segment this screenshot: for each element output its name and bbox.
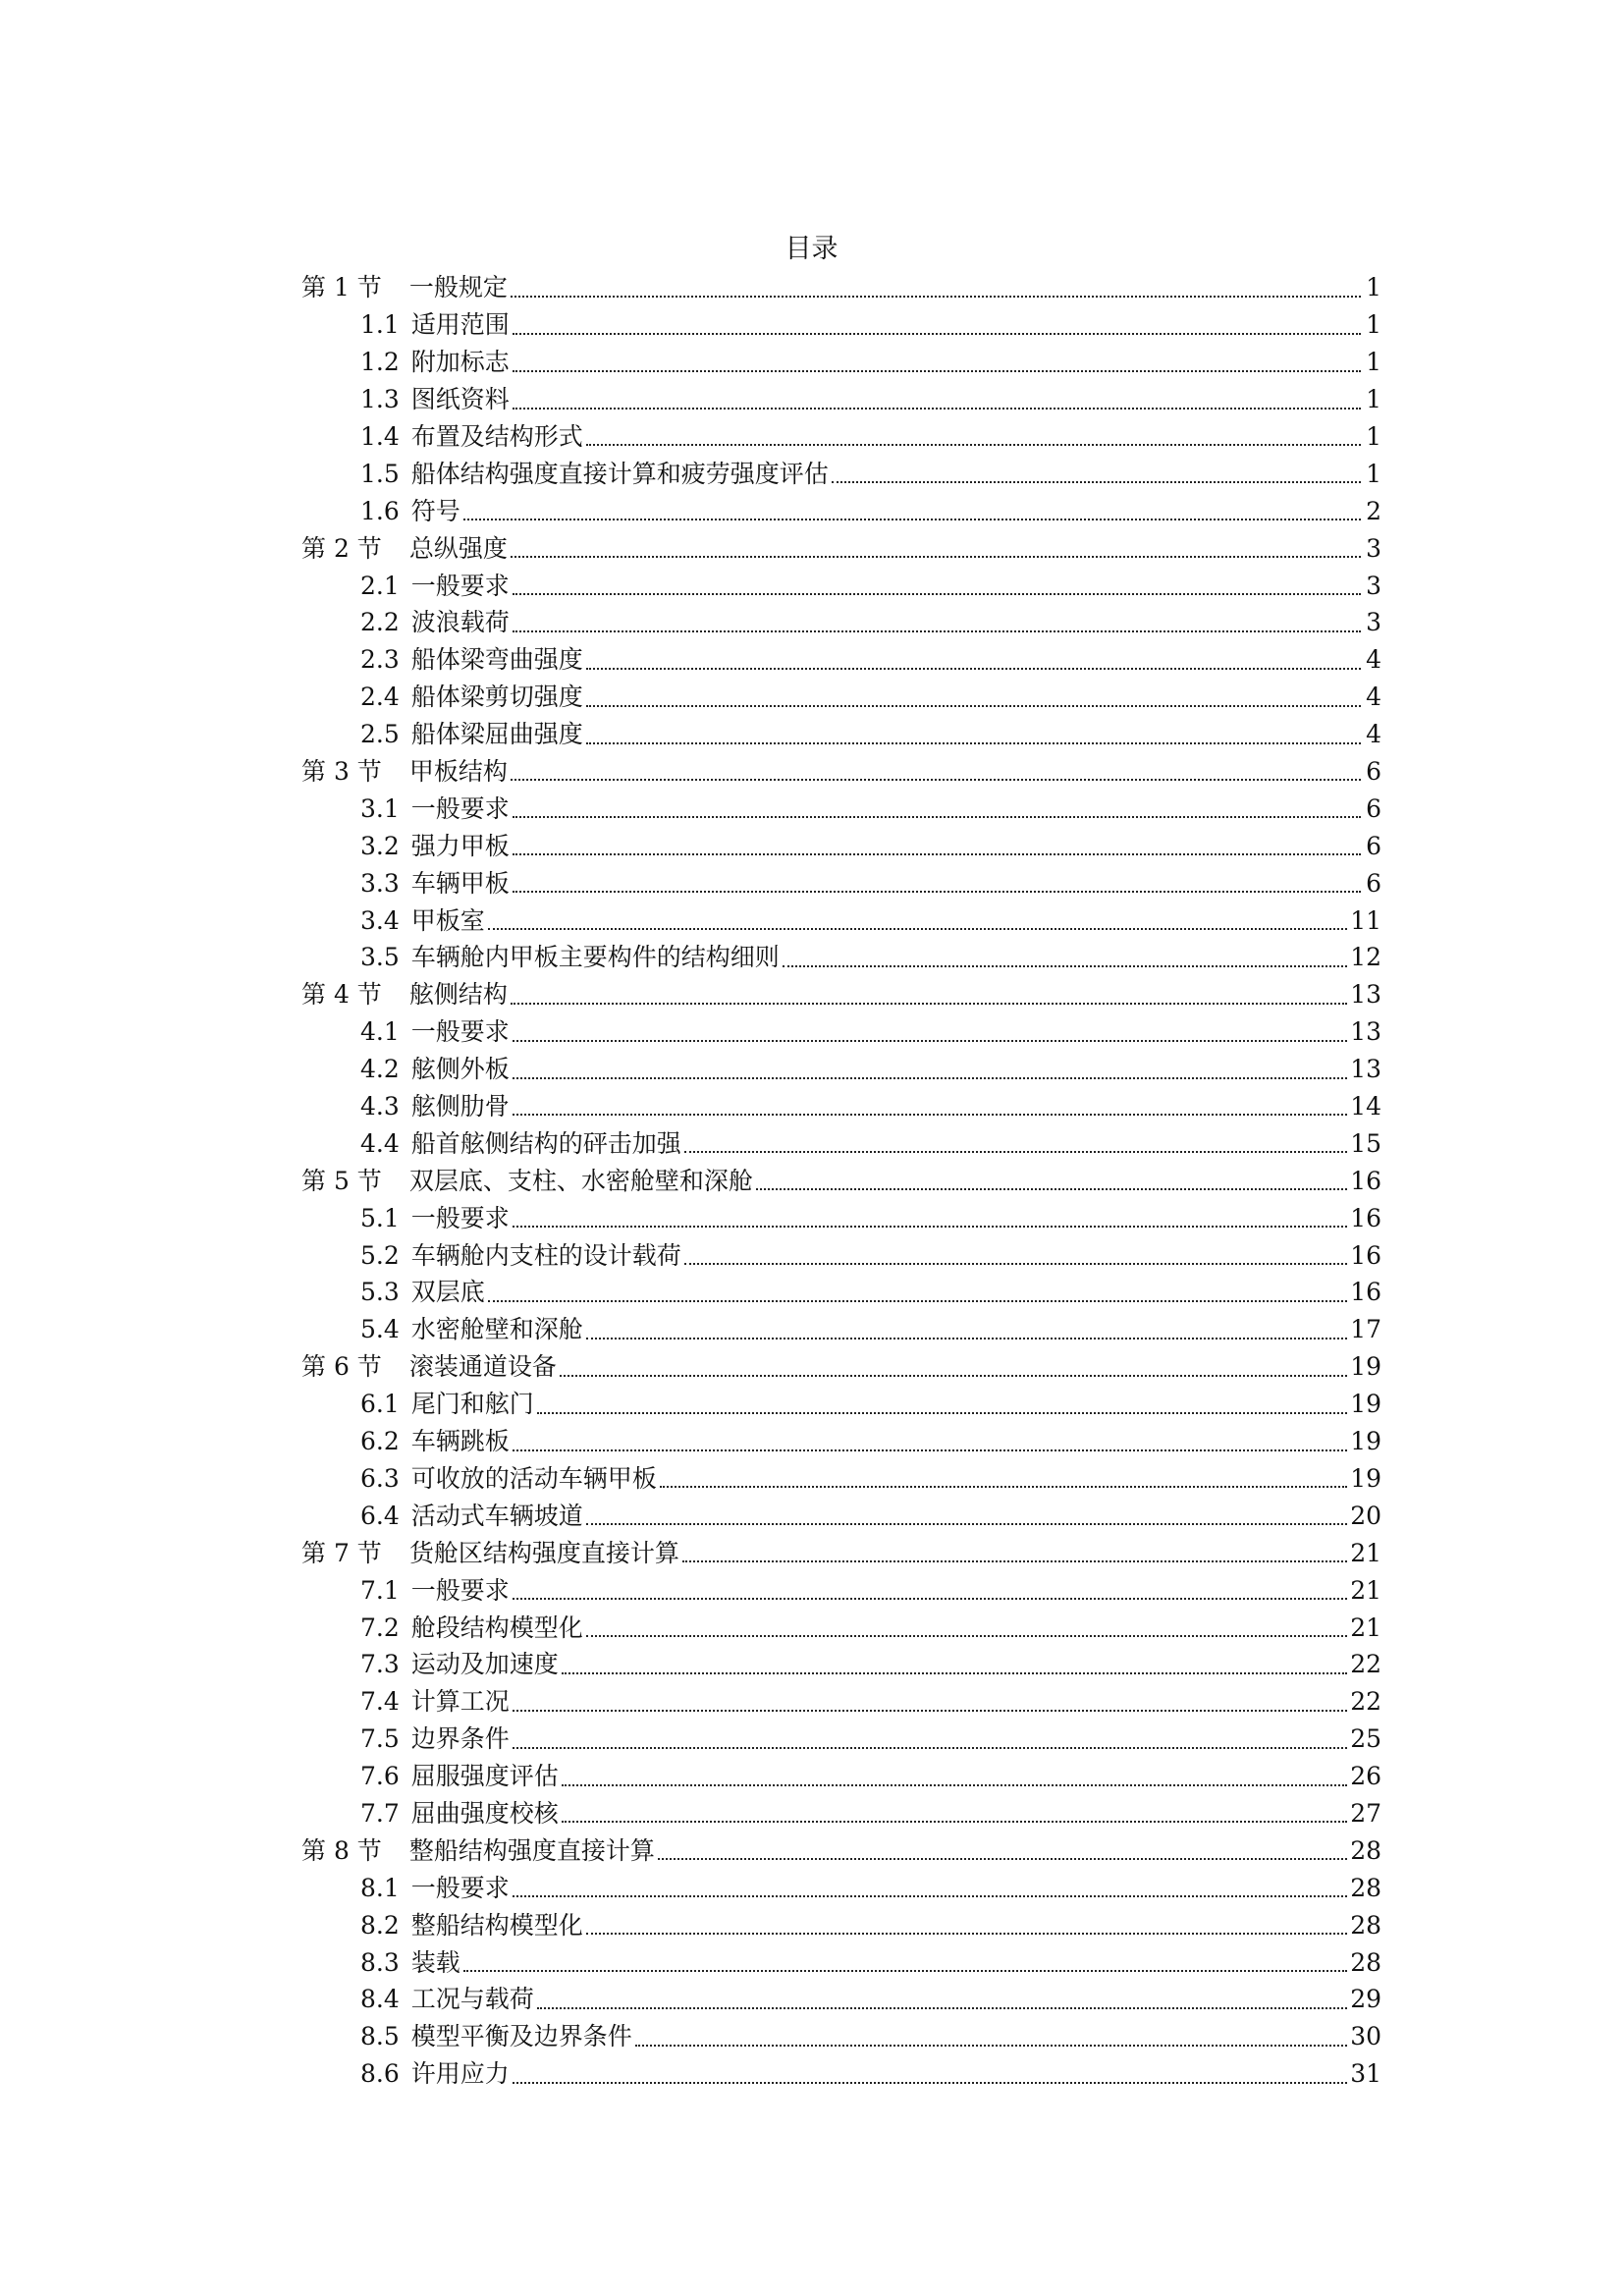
toc-subsection-entry[interactable] <box>301 455 1381 492</box>
toc-dot-leader <box>513 1040 1347 1042</box>
toc-entry-title: 一般要求 <box>410 571 510 600</box>
toc-dot-leader <box>513 853 1361 855</box>
toc-entry-title: 船体梁剪切强度 <box>410 683 583 712</box>
toc-entry-number: 5.3 <box>360 1278 400 1307</box>
toc-page-number: 22 <box>1350 1687 1381 1717</box>
toc-page-number: 28 <box>1350 1947 1381 1977</box>
toc-entry-title: 布置及结构形式 <box>410 422 583 451</box>
toc-subsection-entry[interactable] <box>301 1795 1381 1832</box>
toc-dot-leader <box>783 965 1347 967</box>
toc-page-number: 16 <box>1350 1278 1381 1307</box>
toc-dot-leader <box>511 779 1361 781</box>
toc-entry-number: 第 3 节 <box>301 757 382 787</box>
toc-dot-leader <box>488 928 1347 930</box>
toc-page-number: 4 <box>1366 683 1381 712</box>
toc-entry-number: 8.2 <box>360 1910 400 1940</box>
toc-entry-number: 1.2 <box>360 348 400 377</box>
toc-entry-title: 许用应力 <box>410 2059 510 2089</box>
toc-dot-leader <box>586 668 1361 670</box>
toc-entry-title: 双层底 <box>410 1278 485 1307</box>
toc-section-entry[interactable] <box>301 1162 1381 1199</box>
toc-subsection-entry[interactable] <box>301 1646 1381 1683</box>
toc-entry-number: 1.6 <box>360 496 400 525</box>
toc-subsection-entry[interactable] <box>301 1236 1381 1274</box>
toc-subsection-entry[interactable] <box>301 567 1381 604</box>
toc-entry-number: 8.4 <box>360 1985 400 2014</box>
toc-entry-number: 4.3 <box>360 1092 400 1121</box>
toc-entry-title: 屈曲强度校核 <box>410 1798 559 1828</box>
toc-subsection-entry[interactable] <box>301 1869 1381 1906</box>
toc-entry-number: 4.1 <box>360 1017 400 1047</box>
toc-page-number: 28 <box>1350 1873 1381 1902</box>
toc-dot-leader <box>832 481 1361 483</box>
toc-entry-number: 3.1 <box>360 793 400 823</box>
toc-subsection-entry[interactable] <box>301 344 1381 381</box>
toc-entry-number: 2.4 <box>360 683 400 712</box>
toc-page-number: 1 <box>1366 459 1381 488</box>
toc-dot-leader <box>513 333 1361 335</box>
toc-entry-number: 1.1 <box>360 310 400 340</box>
toc-entry-number: 4.4 <box>360 1128 400 1158</box>
toc-entry-title: 甲板室 <box>410 905 485 935</box>
toc-entry-number: 2.3 <box>360 645 400 675</box>
toc-page-number: 1 <box>1366 348 1381 377</box>
toc-entry-number: 3.4 <box>360 905 400 935</box>
toc-entry-title: 可收放的活动车辆甲板 <box>410 1463 657 1493</box>
toc-subsection-entry[interactable] <box>301 864 1381 902</box>
toc-subsection-entry[interactable] <box>301 1609 1381 1646</box>
toc-dot-leader <box>586 1933 1347 1935</box>
toc-section-entry[interactable] <box>301 976 1381 1013</box>
toc-subsection-entry[interactable] <box>301 1386 1381 1423</box>
toc-page-number: 13 <box>1350 1055 1381 1084</box>
toc-entry-number: 5.4 <box>360 1315 400 1344</box>
toc-dot-leader <box>562 1821 1347 1823</box>
toc-page-number: 30 <box>1350 2022 1381 2051</box>
toc-dot-leader <box>513 891 1361 893</box>
toc-subsection-entry[interactable] <box>301 2055 1381 2093</box>
toc-page-number: 21 <box>1350 1613 1381 1642</box>
toc-entry-title: 活动式车辆坡道 <box>410 1501 583 1530</box>
toc-dot-leader <box>513 1114 1347 1116</box>
toc-page-number: 3 <box>1366 533 1381 563</box>
toc-entry-number: 6.2 <box>360 1427 400 1456</box>
toc-page-number: 6 <box>1366 831 1381 860</box>
toc-entry-title: 总纵强度 <box>408 533 508 563</box>
toc-entry-title: 一般要求 <box>410 793 510 823</box>
toc-entry-title: 计算工况 <box>410 1687 510 1717</box>
toc-page-number: 1 <box>1366 273 1381 302</box>
toc-entry-number: 1.3 <box>360 385 400 414</box>
toc-subsection-entry[interactable] <box>301 418 1381 456</box>
toc-entry-number: 7.6 <box>360 1762 400 1791</box>
toc-entry-title: 一般要求 <box>410 1575 510 1605</box>
toc-dot-leader <box>513 1077 1347 1079</box>
toc-entry-number: 8.3 <box>360 1947 400 1977</box>
toc-dot-leader <box>586 742 1361 744</box>
toc-page-number: 22 <box>1350 1650 1381 1679</box>
toc-entry-title: 波浪载荷 <box>410 608 510 637</box>
toc-entry-number: 6.3 <box>360 1463 400 1493</box>
toc-page-number: 3 <box>1366 608 1381 637</box>
toc-subsection-entry[interactable] <box>301 1571 1381 1609</box>
toc-page-number: 6 <box>1366 793 1381 823</box>
toc-dot-leader <box>756 1188 1347 1190</box>
toc-section-entry[interactable] <box>301 529 1381 567</box>
toc-entry-title: 模型平衡及边界条件 <box>410 2022 632 2051</box>
toc-dot-leader <box>513 630 1361 632</box>
toc-entry-title: 强力甲板 <box>410 831 510 860</box>
toc-dot-leader <box>513 816 1361 818</box>
toc-subsection-entry[interactable] <box>301 716 1381 753</box>
toc-page-number: 16 <box>1350 1166 1381 1195</box>
toc-subsection-entry[interactable] <box>301 790 1381 827</box>
toc-entry-number: 第 1 节 <box>301 273 382 302</box>
toc-dot-leader <box>562 1784 1347 1786</box>
toc-entry-title: 工况与载荷 <box>410 1985 534 2014</box>
toc-entry-number: 第 6 节 <box>301 1352 382 1382</box>
toc-entry-number: 第 2 节 <box>301 533 382 563</box>
toc-entry-number: 7.4 <box>360 1687 400 1717</box>
toc-page-number: 31 <box>1350 2059 1381 2089</box>
toc-subsection-entry[interactable] <box>301 1423 1381 1460</box>
toc-page-number: 2 <box>1366 496 1381 525</box>
toc-entry-title: 舱段结构模型化 <box>410 1613 583 1642</box>
toc-page-number: 26 <box>1350 1762 1381 1791</box>
toc-page-number: 21 <box>1350 1575 1381 1605</box>
toc-page-number: 14 <box>1350 1092 1381 1121</box>
toc-dot-leader <box>684 1263 1347 1265</box>
toc-subsection-entry[interactable] <box>301 1906 1381 1943</box>
toc-dot-leader <box>513 1598 1347 1600</box>
toc-entry-title: 滚装通道设备 <box>408 1352 557 1382</box>
toc-page-number: 19 <box>1350 1390 1381 1419</box>
toc-dot-leader <box>560 1375 1347 1377</box>
toc-dot-leader <box>463 1970 1347 1972</box>
toc-entry-number: 第 7 节 <box>301 1538 382 1567</box>
toc-page-number: 27 <box>1350 1798 1381 1828</box>
toc-subsection-entry[interactable] <box>301 1721 1381 1758</box>
toc-entry-title: 水密舱壁和深舱 <box>410 1315 583 1344</box>
toc-entry-number: 7.1 <box>360 1575 400 1605</box>
toc-entry-number: 第 8 节 <box>301 1835 382 1865</box>
toc-subsection-entry[interactable] <box>301 1758 1381 1795</box>
toc-entry-number: 7.5 <box>360 1724 400 1754</box>
toc-subsection-entry[interactable] <box>301 492 1381 529</box>
toc-page-number: 11 <box>1350 905 1381 935</box>
toc-dot-leader <box>513 1747 1347 1749</box>
toc-subsection-entry[interactable] <box>301 1497 1381 1534</box>
toc-dot-leader <box>682 1560 1347 1562</box>
toc-page-number: 13 <box>1350 980 1381 1010</box>
toc-subsection-entry[interactable] <box>301 1311 1381 1348</box>
toc-entry-title: 整船结构模型化 <box>410 1910 583 1940</box>
toc-entry-title: 图纸资料 <box>410 385 510 414</box>
toc-section-entry[interactable] <box>301 269 1381 306</box>
toc-page-number: 25 <box>1350 1724 1381 1754</box>
toc-subsection-entry[interactable] <box>301 1943 1381 1981</box>
toc-dot-leader <box>513 1710 1347 1712</box>
toc-dot-leader <box>586 1338 1347 1339</box>
toc-section-entry[interactable] <box>301 1831 1381 1869</box>
toc-dot-leader <box>660 1486 1347 1488</box>
toc-dot-leader <box>488 1300 1347 1302</box>
toc-entry-title: 车辆甲板 <box>410 868 510 898</box>
toc-entry-title: 一般规定 <box>408 273 508 302</box>
toc-entry-title: 船首舷侧结构的砰击加强 <box>410 1128 681 1158</box>
toc-entry-title: 适用范围 <box>410 310 510 340</box>
toc-entry-title: 附加标志 <box>410 348 510 377</box>
toc-page-number: 28 <box>1350 1835 1381 1865</box>
toc-subsection-entry[interactable] <box>301 1013 1381 1051</box>
toc-entry-title: 整船结构强度直接计算 <box>408 1835 655 1865</box>
toc-subsection-entry[interactable] <box>301 939 1381 976</box>
toc-dot-leader <box>513 1895 1347 1897</box>
toc-subsection-entry[interactable] <box>301 306 1381 344</box>
toc-entry-title: 船体梁弯曲强度 <box>410 645 583 675</box>
toc-entry-title: 装载 <box>410 1947 460 1977</box>
toc-subsection-entry[interactable] <box>301 1460 1381 1498</box>
toc-dot-leader <box>684 1151 1347 1153</box>
toc-dot-leader <box>586 444 1361 446</box>
toc-subsection-entry[interactable] <box>301 641 1381 679</box>
toc-dot-leader <box>562 1672 1347 1674</box>
toc-page-number: 1 <box>1366 422 1381 451</box>
toc-page-number: 16 <box>1350 1240 1381 1270</box>
toc-entry-title: 甲板结构 <box>408 757 508 787</box>
toc-entry-number: 3.5 <box>360 943 400 972</box>
toc-page-number: 28 <box>1350 1910 1381 1940</box>
toc-dot-leader <box>513 1226 1347 1228</box>
toc-dot-leader <box>513 408 1361 410</box>
toc-section-entry[interactable] <box>301 1348 1381 1386</box>
toc-dot-leader <box>513 2082 1347 2084</box>
toc-page-number: 19 <box>1350 1427 1381 1456</box>
toc-subsection-entry[interactable] <box>301 1683 1381 1721</box>
toc-entry-title: 运动及加速度 <box>410 1650 559 1679</box>
toc-page-number: 1 <box>1366 310 1381 340</box>
toc-entry-title: 边界条件 <box>410 1724 510 1754</box>
toc-entry-title: 舷侧结构 <box>408 980 508 1010</box>
toc-entry-number: 8.1 <box>360 1873 400 1902</box>
toc-dot-leader <box>658 1858 1347 1860</box>
toc-dot-leader <box>586 705 1361 707</box>
toc-page-number: 19 <box>1350 1463 1381 1493</box>
toc-page-number: 29 <box>1350 1985 1381 2014</box>
toc-entry-number: 5.1 <box>360 1203 400 1232</box>
toc-subsection-entry[interactable] <box>301 1274 1381 1311</box>
toc-entry-number: 7.7 <box>360 1798 400 1828</box>
toc-entry-number: 1.4 <box>360 422 400 451</box>
toc-subsection-entry[interactable] <box>301 1088 1381 1125</box>
toc-subsection-entry[interactable] <box>301 2018 1381 2055</box>
toc-page-number: 17 <box>1350 1315 1381 1344</box>
toc-subsection-entry[interactable] <box>301 1124 1381 1162</box>
toc-entry-number: 7.2 <box>360 1613 400 1642</box>
toc-entry-title: 尾门和舷门 <box>410 1390 534 1419</box>
toc-dot-leader <box>513 1449 1347 1451</box>
toc-entry-title: 车辆舱内甲板主要构件的结构细则 <box>410 943 780 972</box>
toc-entry-title: 双层底、支柱、水密舱壁和深舱 <box>408 1166 753 1195</box>
toc-entry-title: 货舱区结构强度直接计算 <box>408 1538 679 1567</box>
toc-dot-leader <box>513 593 1361 595</box>
toc-page-number: 13 <box>1350 1017 1381 1047</box>
toc-entry-number: 1.5 <box>360 459 400 488</box>
toc-subsection-entry[interactable] <box>301 679 1381 716</box>
toc-entry-number: 2.1 <box>360 571 400 600</box>
toc-entry-number: 6.4 <box>360 1501 400 1530</box>
toc-title: 目录 <box>784 234 839 264</box>
toc-page-number: 16 <box>1350 1203 1381 1232</box>
toc-entry-number: 4.2 <box>360 1055 400 1084</box>
toc-entry-number: 2.2 <box>360 608 400 637</box>
toc-entry-title: 一般要求 <box>410 1203 510 1232</box>
toc-subsection-entry[interactable] <box>301 1199 1381 1236</box>
toc-dot-leader <box>511 556 1361 558</box>
toc-entry-title: 一般要求 <box>410 1017 510 1047</box>
toc-dot-leader <box>635 2045 1347 2047</box>
toc-entry-number: 6.1 <box>360 1390 400 1419</box>
toc-section-entry[interactable] <box>301 753 1381 791</box>
toc-entry-title: 车辆跳板 <box>410 1427 510 1456</box>
toc-entry-title: 船体梁屈曲强度 <box>410 720 583 749</box>
toc-dot-leader <box>511 296 1361 298</box>
toc-page-number: 4 <box>1366 720 1381 749</box>
toc-page-number: 1 <box>1366 385 1381 414</box>
toc-entry-title: 屈服强度评估 <box>410 1762 559 1791</box>
toc-entry-number: 5.2 <box>360 1240 400 1270</box>
toc-dot-leader <box>586 1635 1347 1637</box>
toc-entry-number: 7.3 <box>360 1650 400 1679</box>
toc-entry-number: 8.6 <box>360 2059 400 2089</box>
toc-entry-number: 2.5 <box>360 720 400 749</box>
toc-page-number: 12 <box>1350 943 1381 972</box>
toc-subsection-entry[interactable] <box>301 827 1381 864</box>
toc-entry-title: 一般要求 <box>410 1873 510 1902</box>
toc-dot-leader <box>586 1523 1347 1525</box>
toc-page-number: 19 <box>1350 1352 1381 1382</box>
toc-subsection-entry[interactable] <box>301 1981 1381 2018</box>
toc-subsection-entry[interactable] <box>301 604 1381 641</box>
toc-subsection-entry[interactable] <box>301 1051 1381 1088</box>
toc-dot-leader <box>511 1003 1347 1005</box>
toc-entry-number: 第 4 节 <box>301 980 382 1010</box>
toc-entry-title: 船体结构强度直接计算和疲劳强度评估 <box>410 459 829 488</box>
toc-page-number: 6 <box>1366 868 1381 898</box>
toc-page-number: 15 <box>1350 1128 1381 1158</box>
toc-dot-leader <box>537 1412 1347 1414</box>
toc-section-entry[interactable] <box>301 1534 1381 1571</box>
toc-page-number: 4 <box>1366 645 1381 675</box>
toc-entry-title: 舷侧肋骨 <box>410 1092 510 1121</box>
toc-subsection-entry[interactable] <box>301 902 1381 939</box>
toc-page-number: 20 <box>1350 1501 1381 1530</box>
toc-dot-leader <box>463 519 1361 520</box>
toc-entry-number: 8.5 <box>360 2022 400 2051</box>
toc-dot-leader <box>513 370 1361 372</box>
table-of-contents <box>301 269 1381 2093</box>
toc-entry-title: 车辆舱内支柱的设计载荷 <box>410 1240 681 1270</box>
toc-entry-title: 符号 <box>410 496 460 525</box>
toc-dot-leader <box>537 2007 1347 2009</box>
toc-page-number: 6 <box>1366 757 1381 787</box>
toc-entry-number: 3.2 <box>360 831 400 860</box>
toc-page-number: 21 <box>1350 1538 1381 1567</box>
toc-entry-title: 舷侧外板 <box>410 1055 510 1084</box>
toc-subsection-entry[interactable] <box>301 381 1381 418</box>
toc-page-number: 3 <box>1366 571 1381 600</box>
toc-entry-number: 第 5 节 <box>301 1166 382 1195</box>
toc-entry-number: 3.3 <box>360 868 400 898</box>
